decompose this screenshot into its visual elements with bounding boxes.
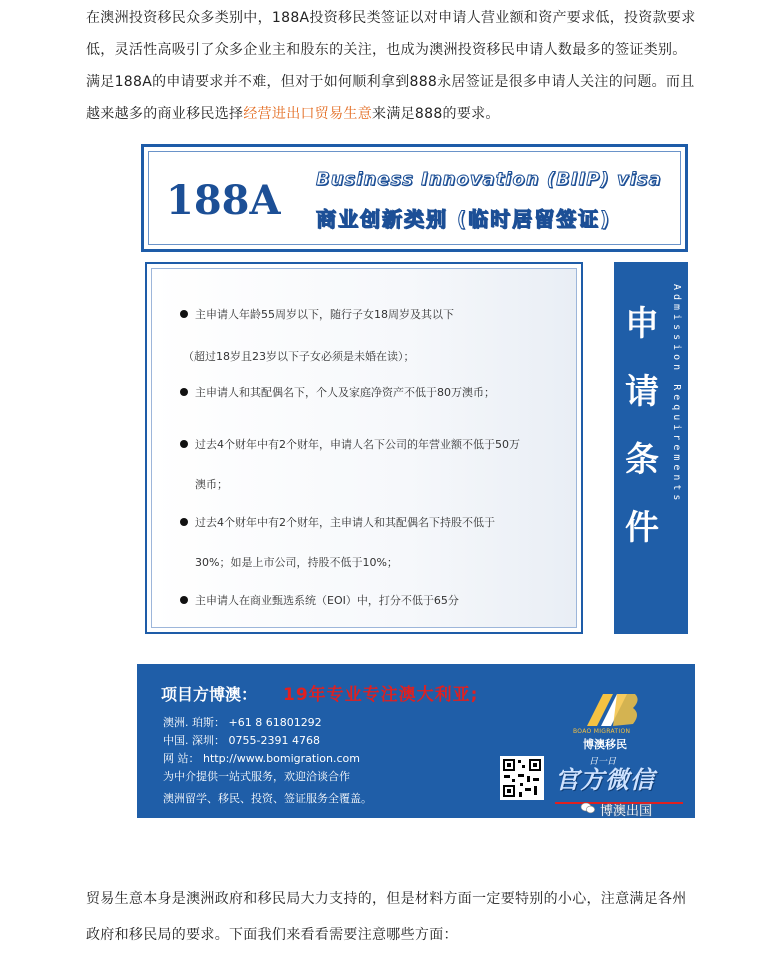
official-wechat-title: 官方微信 bbox=[555, 766, 655, 794]
bullet-icon bbox=[180, 440, 188, 448]
requirements-side-panel bbox=[614, 262, 688, 634]
side-char: 条 bbox=[625, 440, 659, 480]
contact-banner bbox=[137, 664, 695, 818]
requirement-item: 过去4个财年中有2个财年，主申请人和其配偶名下持股不低于 bbox=[195, 516, 495, 529]
side-chinese-title bbox=[622, 290, 662, 562]
intro-line-3: 满足188A的申请要求并不难，但对于如何顺利拿到888永居签证是很多申请人关注的问题。而且 bbox=[86, 74, 695, 90]
contact-headline: 项目方博澳： bbox=[161, 685, 258, 704]
logo-subtitle: BOAO MIGRATION bbox=[573, 728, 631, 735]
outro-line-2: 政府和移民局的要求。下面我们来看看需要注意哪些方面： bbox=[86, 927, 458, 943]
contact-perth-phone: 澳洲. 珀斯： +61 8 61801292 bbox=[163, 716, 322, 729]
requirement-item: 主申请人年龄55周岁以下，随行子女18周岁及其以下 bbox=[195, 308, 454, 321]
qr-code-icon bbox=[500, 756, 544, 800]
requirement-item: 过去4个财年中有2个财年，申请人名下公司的年营业额不低于50万 bbox=[195, 438, 520, 451]
intro-line-4 bbox=[86, 98, 746, 130]
intro-line-2: 低，灵活性高吸引了众多企业主和股东的关注，也成为澳洲投资移民申请人数最多的签证类别。 bbox=[86, 42, 687, 58]
visa-banner bbox=[141, 144, 688, 252]
outro-paragraph bbox=[86, 881, 746, 953]
visa-english-title: Business Innovation (BIIP) visa bbox=[316, 169, 662, 190]
wechat-small-text: 日一日 bbox=[589, 757, 617, 767]
requirement-item: 主申请人在商业甄选系统（EOI）中，打分不低于65分 bbox=[195, 594, 459, 607]
contact-slogan: 19年专业专注澳大利亚; bbox=[283, 685, 479, 705]
requirement-note: （超过18岁且23岁以下子女必须是未婚在读）； bbox=[183, 350, 415, 363]
requirement-item: 主申请人和其配偶名下，个人及家庭净资产不低于80万澳币； bbox=[195, 386, 495, 399]
bullet-icon bbox=[180, 518, 188, 526]
trade-business-link[interactable]: 经营进出口贸易生意 bbox=[243, 106, 373, 122]
contact-website[interactable]: 网 站： http://www.bomigration.com bbox=[163, 752, 360, 765]
intro-paragraph bbox=[86, 2, 746, 130]
intro-line-4-after: 来满足888的要求。 bbox=[372, 106, 500, 122]
visa-code: 188A bbox=[166, 177, 281, 224]
side-char: 请 bbox=[625, 372, 659, 412]
bullet-icon bbox=[180, 310, 188, 318]
side-char: 件 bbox=[625, 508, 659, 548]
requirement-item-continued: 30%；如是上市公司，持股不低于10%； bbox=[195, 556, 398, 569]
visa-chinese-title: 商业创新类别 (临时居留签证) bbox=[316, 207, 612, 231]
contact-services-note: 澳洲留学、移民、投资、签证服务全覆盖。 bbox=[163, 792, 372, 805]
side-english-title: Admission Requirements bbox=[671, 284, 682, 505]
requirement-item-continued: 澳币； bbox=[195, 478, 228, 491]
bullet-icon bbox=[180, 388, 188, 396]
intro-line-4-before: 越来越多的商业移民选择 bbox=[86, 106, 244, 122]
contact-partner-note: 为中介提供一站式服务，欢迎洽谈合作 bbox=[163, 770, 350, 783]
logo-name: 博澳移民 bbox=[583, 738, 627, 751]
outro-line-1: 贸易生意本身是澳洲政府和移民局大力支持的，但是材料方面一定要特别的小心，注意满足各州 bbox=[86, 891, 687, 907]
watermark-text: 博澳出国 bbox=[600, 804, 653, 819]
wechat-icon bbox=[580, 800, 596, 816]
intro-line-1: 在澳洲投资移民众多类别中，188A投资移民类签证以对申请人营业额和资产要求低，投资款要求 bbox=[86, 10, 696, 26]
contact-shenzhen-phone: 中国. 深圳： 0755-2391 4768 bbox=[163, 734, 320, 747]
requirements-box bbox=[145, 262, 583, 634]
boao-logo-icon bbox=[583, 690, 643, 730]
bullet-icon bbox=[180, 596, 188, 604]
side-char: 申 bbox=[625, 304, 659, 344]
